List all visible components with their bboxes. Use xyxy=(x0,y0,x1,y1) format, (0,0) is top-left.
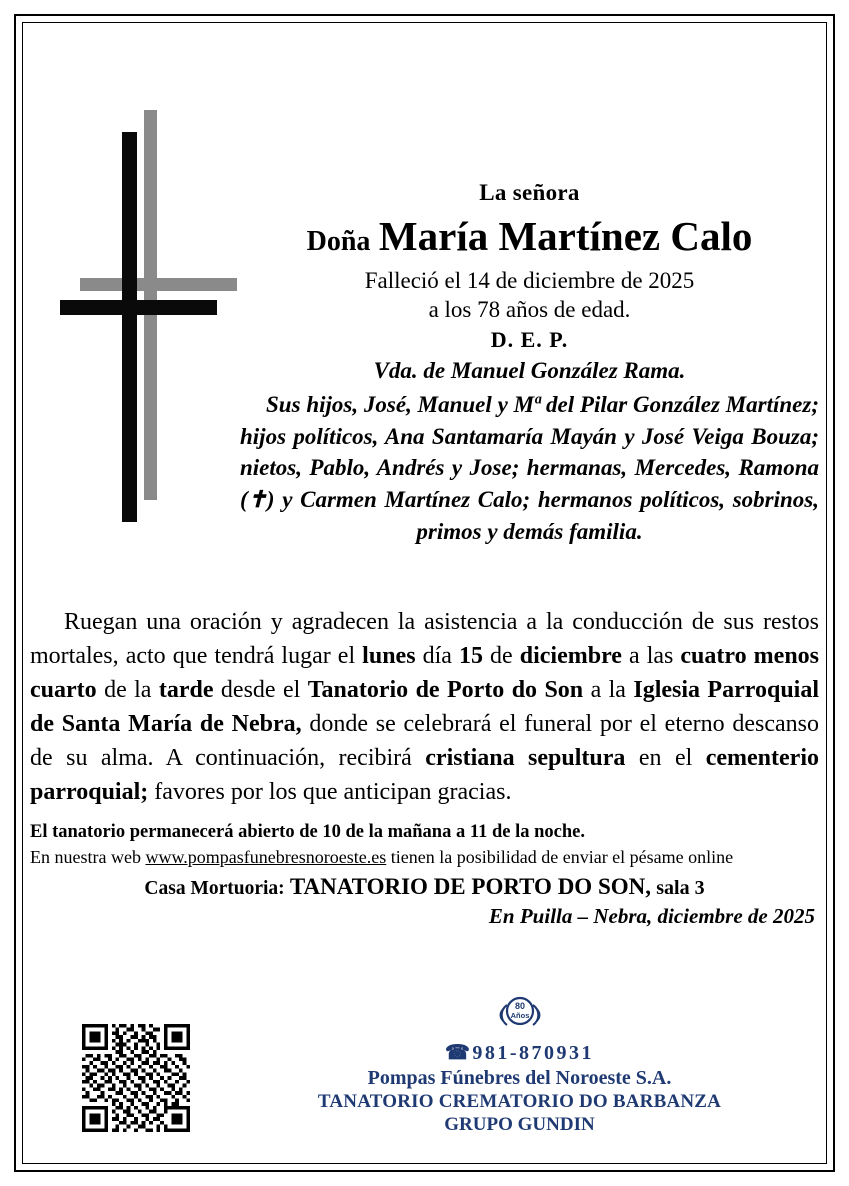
para-seg-6: desde el xyxy=(213,677,308,704)
notice-body xyxy=(30,605,819,929)
dep-label: D. E. P. xyxy=(490,326,569,352)
mortuary-line xyxy=(30,874,819,900)
funeral-paragraph xyxy=(30,605,819,809)
cross-horizontal-shadow xyxy=(80,278,237,291)
death-age: a los 78 años de edad. xyxy=(428,297,631,323)
notice-footer xyxy=(30,980,819,1150)
para-bold-4: cuatro menos cuarto xyxy=(30,643,820,704)
para-seg-9: en el xyxy=(625,745,706,772)
telephone-icon: ☎ xyxy=(444,1042,473,1064)
opening-hours: El tanatorio permanecerá abierto de 10 de la mañana a 11 de la noche. xyxy=(30,822,585,843)
deceased-header xyxy=(240,180,819,548)
para-bold-7: Iglesia Parroquial de Santa María de Nebra, xyxy=(30,677,819,738)
group-name: GRUPO GUNDIN xyxy=(444,1114,595,1135)
cross-horizontal-bar xyxy=(60,300,217,315)
place-and-date: En Puilla – Nebra, diciembre de 2025 xyxy=(488,904,815,929)
mortuary-room: sala 3 xyxy=(656,877,705,900)
para-bold-2: 15 xyxy=(458,643,483,670)
para-bold-6: Tanatorio de Porto do Son xyxy=(307,677,584,704)
web-line xyxy=(30,847,819,868)
mortuary-label: Casa Mortuoria: xyxy=(144,878,285,900)
para-bold-5: tarde xyxy=(158,677,214,704)
phone-line xyxy=(230,1040,809,1065)
para-seg-4: a las xyxy=(621,643,681,670)
para-bold-3: diciembre xyxy=(519,643,622,670)
company-name: Pompas Fúnebres del Noroeste S.A. xyxy=(367,1067,672,1089)
para-seg-1: Ruegan una oración y agradecen la asistencia a la conducción de sus restos mortales, acto que tendrá lugar el xyxy=(30,609,819,670)
notice-content xyxy=(30,30,819,1156)
phone-number: 981-870931 xyxy=(472,1042,595,1064)
para-seg-10: favores por los que anticipan gracias. xyxy=(148,779,512,806)
para-seg-2: día xyxy=(415,643,459,670)
web-prefix: En nuestra web xyxy=(30,847,146,868)
svg-text:Años: Años xyxy=(510,1011,529,1020)
para-seg-8: donde se celebrará el funeral por el eterno descanso de su alma. A continuación, recibirá xyxy=(30,711,820,772)
para-seg-7: a la xyxy=(583,677,634,704)
qr-code[interactable] xyxy=(82,1024,190,1132)
para-bold-9: cementerio parroquial; xyxy=(30,745,819,806)
name-prefix: Doña xyxy=(306,226,371,257)
deceased-name xyxy=(240,212,819,260)
crematorium-name: TANATORIO CREMATORIO DO BARBANZA xyxy=(317,1091,722,1112)
para-bold-8: cristiana sepultura xyxy=(425,745,626,772)
death-date: Falleció el 14 de diciembre de 2025 xyxy=(364,268,695,293)
honorific-label: La señora xyxy=(479,180,580,205)
website-link[interactable]: www.pompasfunebresnoroeste.es xyxy=(145,847,387,868)
para-seg-3: de xyxy=(482,643,520,670)
cross-vertical-bar xyxy=(122,132,137,522)
para-bold-1: lunes xyxy=(362,643,416,670)
cross-icon xyxy=(60,110,260,590)
anniversary-badge-icon xyxy=(494,990,546,1036)
widow-of: Vda. de Manuel González Rama. xyxy=(373,357,686,383)
name-value: María Martínez Calo xyxy=(378,213,753,259)
svg-text:80: 80 xyxy=(514,1001,525,1011)
company-info xyxy=(230,990,809,1136)
qr-code-image xyxy=(82,1024,190,1132)
mortuary-value: TANATORIO DE PORTO DO SON, xyxy=(289,874,651,900)
family-list: Sus hijos, José, Manuel y Mª del Pilar González Martínez; hijos políticos, Ana Santamaría Mayán y José Veiga Bouza; nietos, Pablo, Andrés y Jose; hermanas, Mercedes, Ramona (✝) y Carmen Martínez Calo; hermanos políticos, sobrinos, primos y demás familia. xyxy=(240,391,819,544)
para-seg-5: de la xyxy=(96,677,159,704)
web-suffix: tienen la posibilidad de enviar el pésame online xyxy=(386,847,734,868)
